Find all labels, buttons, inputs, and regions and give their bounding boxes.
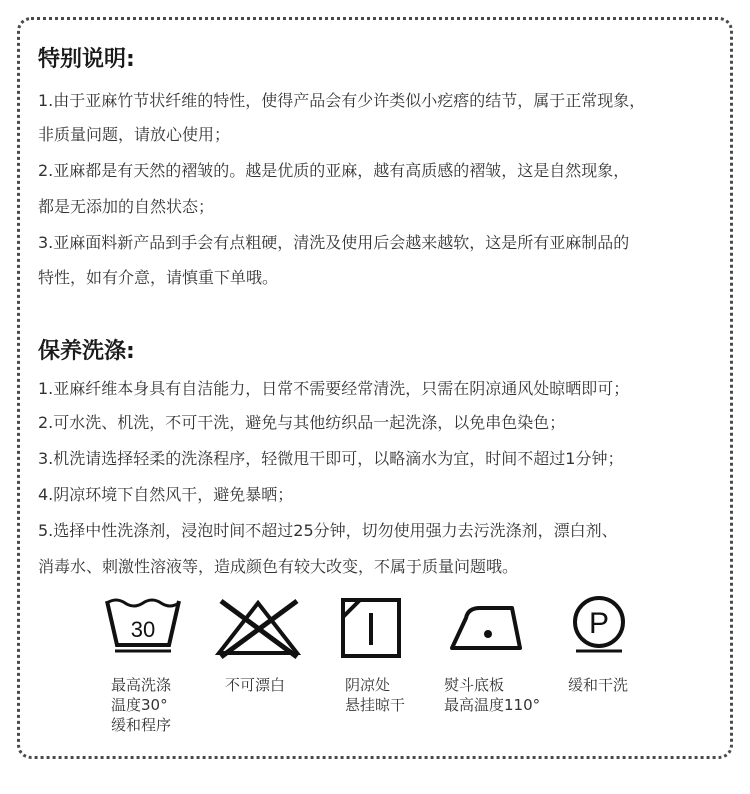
care-line: 消毒水、刺激性溶液等，造成颜色有较大改变，不属于质量问题哦。 bbox=[38, 557, 519, 576]
notice-line: 1.由于亚麻竹节状纤维的特性，使得产品会有少许类似小疙瘩的结节，属于正常现象， bbox=[38, 91, 646, 110]
line-dry-shade-icon bbox=[340, 597, 402, 659]
caption-line: 最高洗涤 bbox=[111, 676, 172, 694]
care-line: 4.阴凉环境下自然风干，避免暴晒； bbox=[38, 485, 294, 504]
notice-title: 特别说明: bbox=[38, 47, 135, 72]
notice-line: 2.亚麻都是有天然的褶皱的。越是优质的亚麻，越有高质感的褶皱，这是自然现象， bbox=[38, 161, 630, 180]
notice-line: 都是无添加的自然状态； bbox=[38, 197, 215, 216]
notice-line: 特性，如有介意，请慎重下单哦。 bbox=[38, 268, 279, 287]
care-line: 2.可水洗、机洗，不可干洗，避免与其他纺织品一起洗涤，以免串色染色； bbox=[38, 413, 566, 432]
dry-clean-caption bbox=[568, 675, 628, 695]
caption-line: 缓和干洗 bbox=[568, 676, 629, 694]
care-line: 5.选择中性洗涤剂，浸泡时间不超过25分钟，切勿使用强力去污洗涤剂，漂白剂、 bbox=[38, 521, 618, 540]
iron-caption bbox=[444, 675, 540, 715]
caption-line: 最高温度110° bbox=[444, 696, 541, 714]
dry-clean-letter: P bbox=[588, 607, 610, 640]
do-not-bleach-icon bbox=[213, 597, 303, 659]
wash-30-gentle-icon bbox=[103, 595, 183, 657]
bleach-caption bbox=[225, 675, 285, 695]
care-line: 1.亚麻纤维本身具有自洁能力，日常不需要经常清洗，只需在阴凉通风处晾晒即可； bbox=[38, 379, 630, 398]
caption-line: 熨斗底板 bbox=[444, 676, 505, 694]
dry-caption bbox=[345, 675, 405, 715]
iron-low-icon bbox=[448, 600, 528, 654]
wash-caption bbox=[111, 675, 171, 735]
care-line: 3.机洗请选择轻柔的洗涤程序，轻微甩干即可，以略滴水为宜，时间不超过1分钟； bbox=[38, 449, 624, 468]
caption-line: 温度30° bbox=[111, 696, 168, 714]
caption-line: 阴凉处 bbox=[345, 676, 391, 694]
caption-line: 缓和程序 bbox=[111, 716, 172, 734]
notice-line: 3.亚麻面料新产品到手会有点粗硬，清洗及使用后会越来越软，这是所有亚麻制品的 bbox=[38, 233, 630, 252]
dry-clean-p-icon bbox=[568, 593, 630, 655]
caption-line: 悬挂晾干 bbox=[345, 696, 406, 714]
wash-temp-text: 30 bbox=[130, 617, 156, 642]
care-title: 保养洗涤: bbox=[38, 339, 135, 364]
notice-line: 非质量问题，请放心使用； bbox=[38, 125, 231, 144]
caption-line: 不可漂白 bbox=[225, 676, 286, 694]
